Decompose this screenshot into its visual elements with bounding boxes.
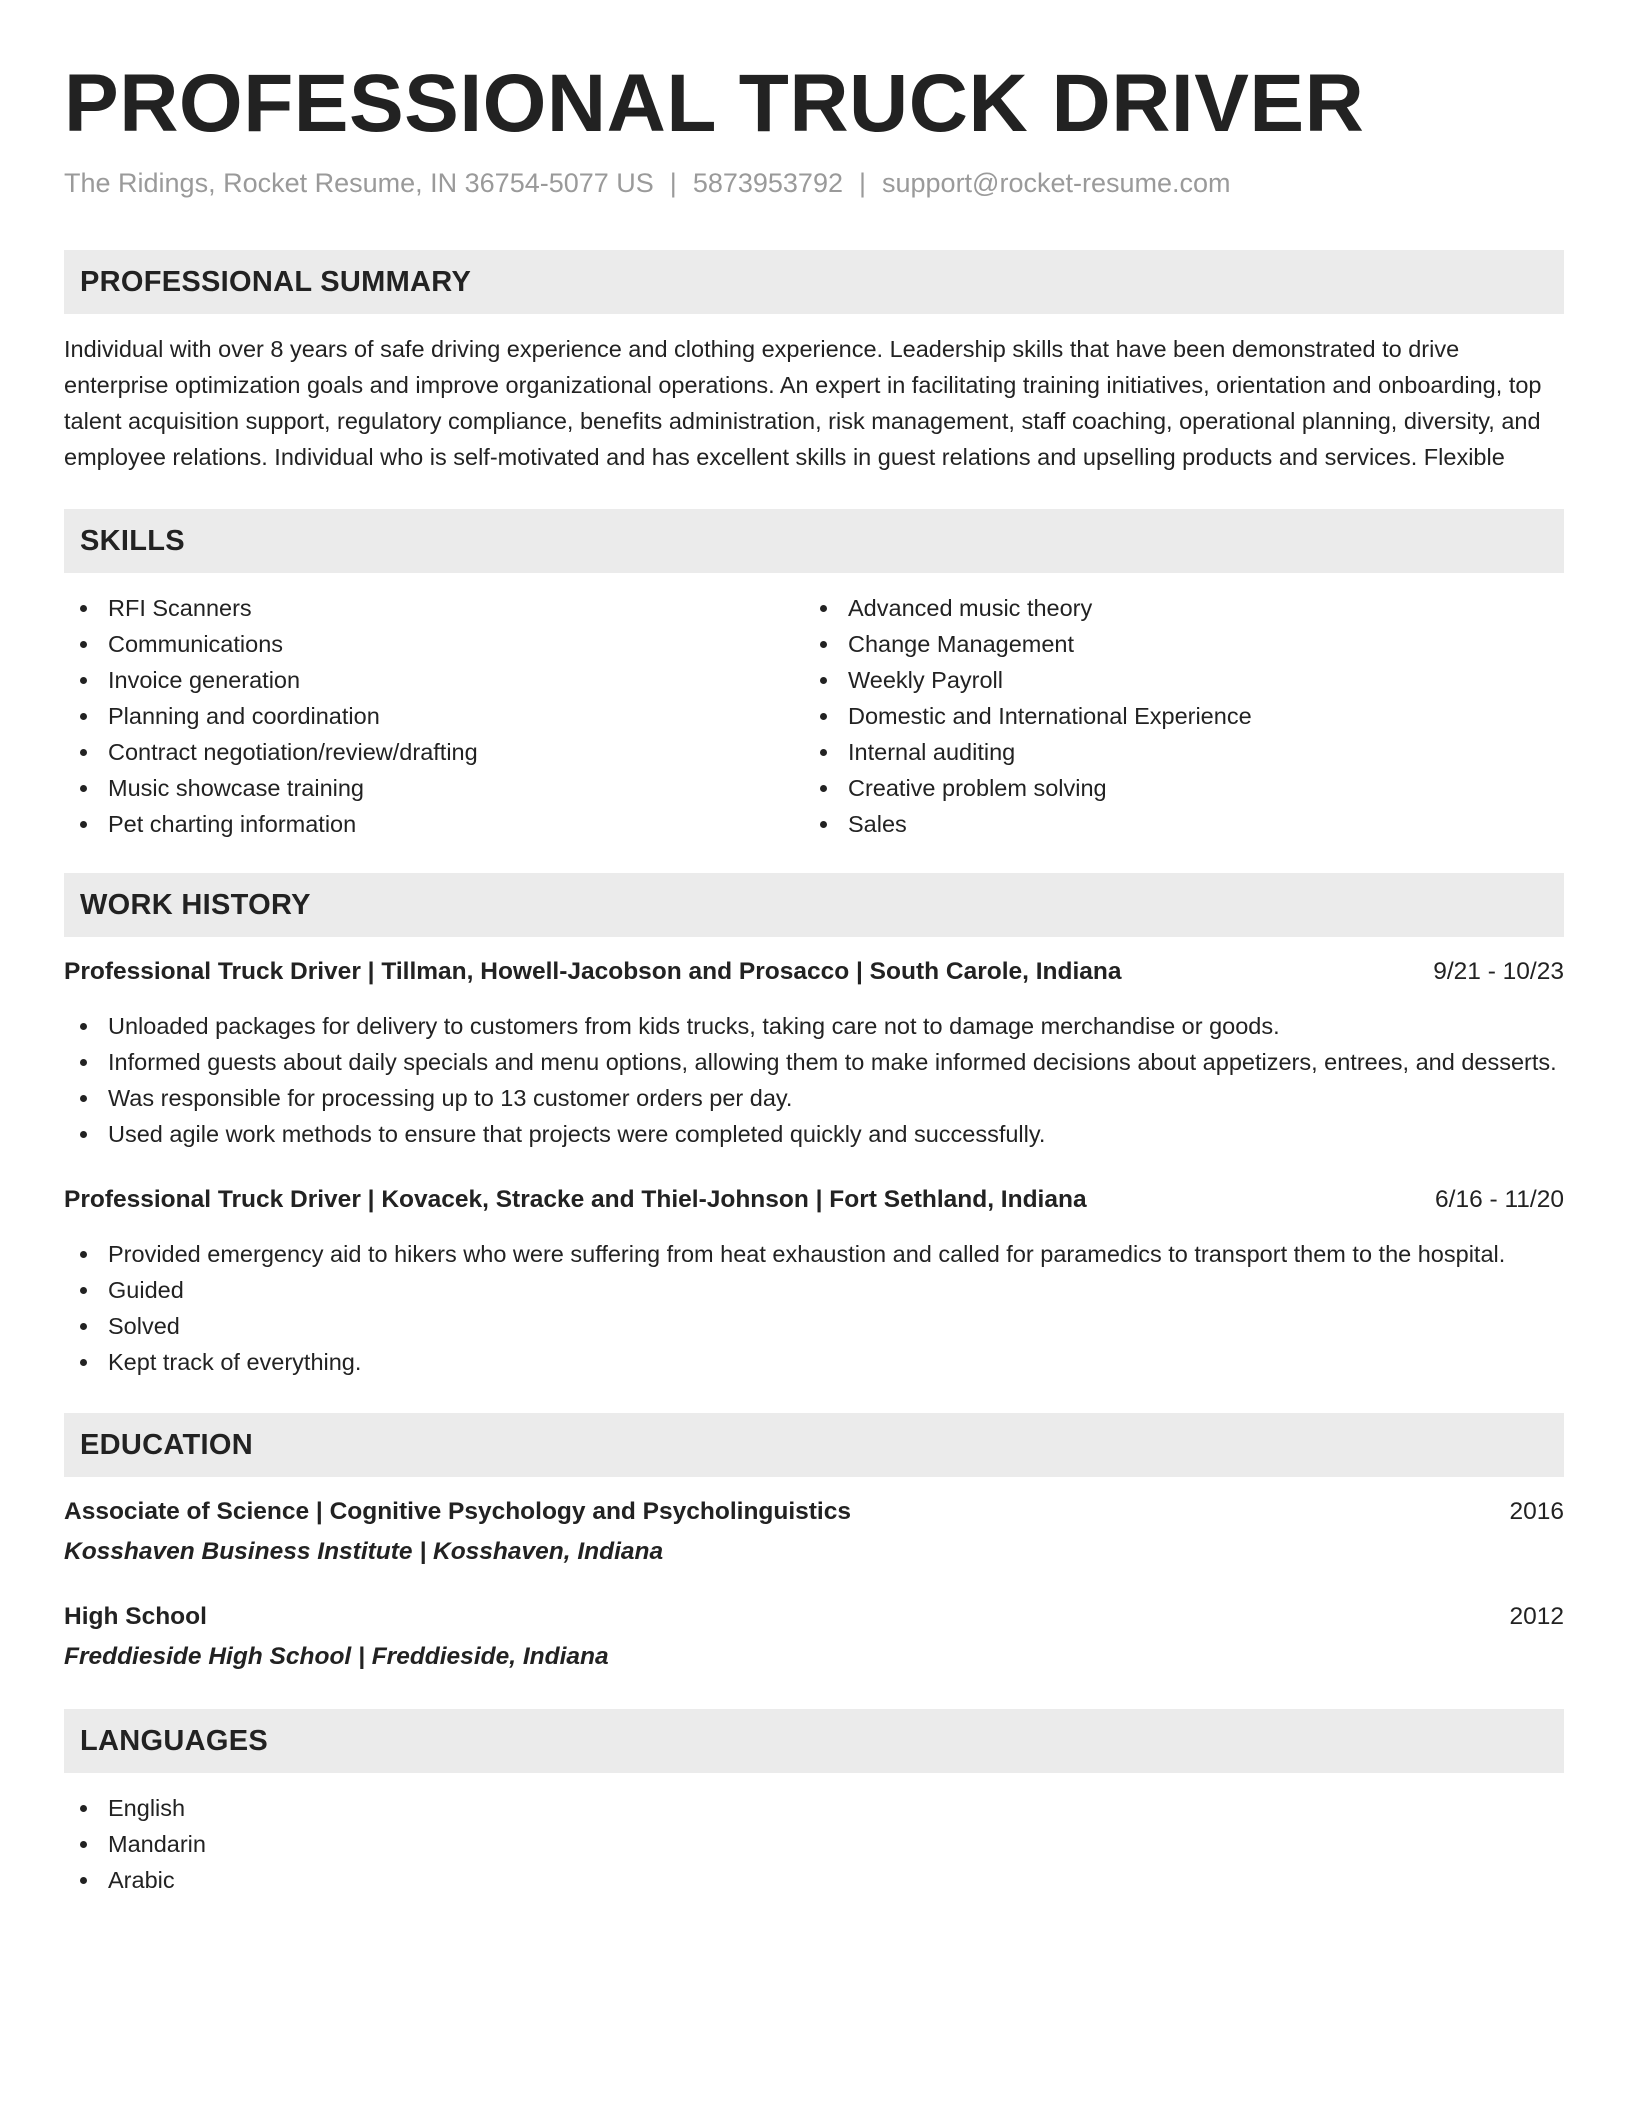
skill-item: Domestic and International Experience (804, 698, 1544, 734)
job-bullet: Informed guests about daily specials and menu options, allowing them to make informed decisions about appetizers, entrees, and desserts. (64, 1044, 1564, 1080)
skill-item: Pet charting information (64, 806, 804, 842)
education-year: 2012 (1509, 1603, 1564, 1630)
language-item: Arabic (64, 1862, 1564, 1898)
education-entry (64, 1494, 1564, 1570)
skill-item: Music showcase training (64, 770, 804, 806)
job-heading-row (64, 1182, 1564, 1218)
education-school: Kosshaven Business Institute | Kosshaven, Indiana (64, 1538, 664, 1565)
section-header-skills: SKILLS (64, 509, 1564, 573)
skills-column-right (804, 590, 1544, 842)
skill-item: Creative problem solving (804, 770, 1544, 806)
job-entry (64, 1182, 1564, 1380)
contact-phone: 5873953792 (692, 168, 843, 198)
job-dates: 6/16 - 11/20 (1435, 1186, 1564, 1213)
skill-item: Sales (804, 806, 1544, 842)
section-header-education: EDUCATION (64, 1413, 1564, 1477)
job-bullet: Unloaded packages for delivery to customers from kids trucks, taking care not to damage merchandise or goods. (64, 1008, 1564, 1044)
job-bullet: Solved (64, 1308, 1564, 1344)
resume-name: PROFESSIONAL TRUCK DRIVER (64, 58, 1365, 149)
skill-item: RFI Scanners (64, 590, 804, 626)
job-title: Professional Truck Driver | Kovacek, Stracke and Thiel-Johnson | Fort Sethland, Indiana (64, 1186, 1087, 1213)
skill-item: Contract negotiation/review/drafting (64, 734, 804, 770)
skills-column-left (64, 590, 804, 842)
contact-email: support@rocket-resume.com (882, 168, 1231, 198)
language-item: Mandarin (64, 1826, 1564, 1862)
summary-text: Individual with over 8 years of safe driving experience and clothing experience. Leadership skills that have been demonstrated to drive enterprise optimization goals and improve organizational operations. An expert in facilitating training initiatives, orientation and onboarding, top talent acquisition support, regulatory compliance, benefits administration, risk management, staff coaching, operational planning, diversity, and employee relations. Individual who is self-motivated and has excellent skills in guest relations and upselling products and services. Flexible (64, 336, 1542, 470)
job-bullets (64, 1236, 1564, 1380)
section-header-languages: LANGUAGES (64, 1709, 1564, 1773)
job-bullet: Was responsible for processing up to 13 customer orders per day. (64, 1080, 1564, 1116)
job-bullet: Kept track of everything. (64, 1344, 1564, 1380)
section-header-work-history: WORK HISTORY (64, 873, 1564, 937)
skills-list (64, 590, 1564, 842)
languages-list (64, 1790, 1564, 1898)
education-degree: Associate of Science | Cognitive Psychology and Psycholinguistics (64, 1498, 851, 1525)
job-entry (64, 954, 1564, 1152)
education-entry (64, 1599, 1564, 1675)
language-item: English (64, 1790, 1564, 1826)
skill-item: Advanced music theory (804, 590, 1544, 626)
education-degree: High School (64, 1603, 207, 1630)
skill-item: Invoice generation (64, 662, 804, 698)
education-year: 2016 (1509, 1498, 1564, 1525)
job-title: Professional Truck Driver | Tillman, Howell-Jacobson and Prosacco | South Carole, Indiana (64, 958, 1122, 985)
contact-address: The Ridings, Rocket Resume, IN 36754-5077 US (64, 168, 654, 198)
contact-separator: | (858, 168, 866, 198)
job-bullet: Guided (64, 1272, 1564, 1308)
contact-line (64, 166, 1564, 200)
education-school: Freddieside High School | Freddieside, Indiana (64, 1643, 609, 1670)
skill-item: Change Management (804, 626, 1544, 662)
job-bullet: Used agile work methods to ensure that projects were completed quickly and successfully. (64, 1116, 1564, 1152)
skill-item: Communications (64, 626, 804, 662)
section-header-summary: PROFESSIONAL SUMMARY (64, 250, 1564, 314)
skill-item: Planning and coordination (64, 698, 804, 734)
skill-item: Weekly Payroll (804, 662, 1544, 698)
job-dates: 9/21 - 10/23 (1433, 958, 1564, 985)
job-heading-row (64, 954, 1564, 990)
job-bullets (64, 1008, 1564, 1152)
contact-separator: | (669, 168, 677, 198)
education-heading-row (64, 1599, 1564, 1635)
job-bullet: Provided emergency aid to hikers who were suffering from heat exhaustion and called for paramedics to transport them to the hospital. (64, 1236, 1564, 1272)
skill-item: Internal auditing (804, 734, 1544, 770)
education-heading-row (64, 1494, 1564, 1530)
